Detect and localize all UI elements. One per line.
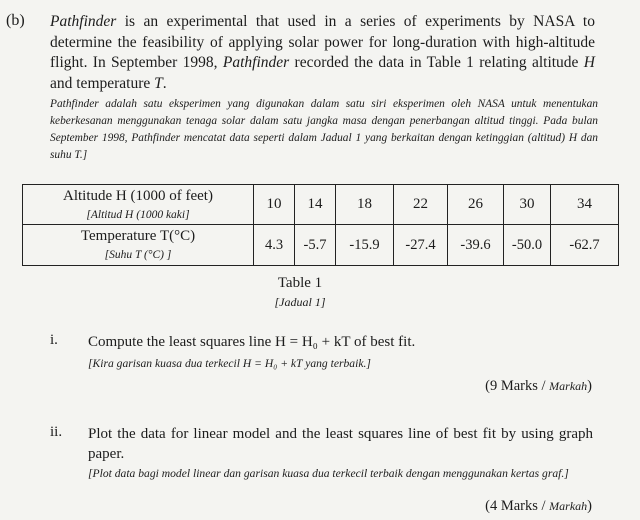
- data-table: [22, 184, 619, 266]
- temperature-value: -5.7: [295, 225, 336, 266]
- temperature-value: -50.0: [504, 225, 551, 266]
- altitude-row: [23, 185, 619, 225]
- question-1-number: i.: [50, 332, 58, 348]
- intro-text-2: recorded the data in Table 1 relating altitude: [289, 54, 584, 71]
- marks-label-malay: Markah: [549, 379, 588, 393]
- question-2-marks: [485, 498, 592, 515]
- intro-paragraph: [50, 12, 595, 94]
- question-1-malay: [Kira garisan kuasa dua terkecil H = H₀ + kT yang terbaik.]: [88, 357, 371, 370]
- table-caption-malay: [Jadual 1]: [274, 295, 326, 309]
- temperature-value: 4.3: [254, 225, 295, 266]
- intro-text-1: is an experimental that used in a series of experiments by NASA to determine the feasibility of applying solar power for long-duration with high-altitude flight. In September 1998,: [50, 13, 595, 71]
- variable-h: H: [583, 54, 595, 71]
- altitude-header: Altitude H (1000 of feet): [63, 187, 213, 204]
- temperature-header: Temperature T(°C): [80, 228, 196, 244]
- altitude-value: 34: [551, 185, 619, 225]
- question-2-number: ii.: [50, 424, 63, 440]
- part-label: (b): [6, 12, 25, 29]
- intro-malay-paragraph: Pathfinder adalah satu eksperimen yang digunakan dalam satu siri eksperimen oleh NASA untuk menentukan keberkesanan menggunakan tenaga solar dalam satu jangka masa dengan penerbangan altitud tinggi. Pada bulan September 1998, Pathfinder mencatat data seperti dalam Jadual 1 yang berkaitan dengan ketinggian (altitud) H dan suhu T.]: [50, 98, 598, 161]
- pathfinder-name: Pathfinder: [222, 54, 290, 71]
- temperature-value: -15.9: [336, 225, 394, 266]
- altitude-header-cell: [23, 185, 254, 225]
- temperature-value: -62.7: [551, 225, 619, 266]
- marks-label-malay: Markah: [549, 499, 588, 513]
- altitude-header-malay: [Altitud H (1000 kaki]: [86, 208, 190, 221]
- altitude-value: 14: [295, 185, 336, 225]
- temperature-value: -39.6: [448, 225, 504, 266]
- altitude-value: 18: [336, 185, 394, 225]
- altitude-value: 10: [254, 185, 295, 225]
- question-2-text: Plot the data for linear model and the least squares line of best fit by using graph paper.: [88, 426, 593, 462]
- table-caption-title: Table 1: [277, 275, 323, 291]
- intro-text-4: .: [162, 74, 167, 92]
- altitude-value: 22: [394, 185, 448, 225]
- marks-label: (9 Marks /: [485, 378, 550, 394]
- temperature-row: [23, 225, 619, 266]
- marks-label: (4 Marks /: [485, 498, 550, 514]
- question-1-marks: [485, 378, 592, 395]
- question-1-text: Compute the least squares line H = H₀ + kT of best fit.: [88, 334, 416, 350]
- table-caption: [200, 274, 400, 311]
- marks-close: ): [587, 498, 592, 514]
- question-2-malay: [Plot data bagi model linear dan garisan kuasa dua terkecil terbaik dengan menggunakan kertas graf.]: [88, 467, 569, 480]
- intro-text-3: and temperature: [50, 74, 155, 92]
- temperature-value: -27.4: [394, 225, 448, 266]
- variable-t: T: [154, 74, 163, 92]
- altitude-value: 26: [448, 185, 504, 225]
- temperature-header-malay: [Suhu T (°C) ]: [104, 249, 172, 261]
- pathfinder-name: Pathfinder: [50, 13, 117, 30]
- temperature-header-cell: [23, 225, 254, 266]
- marks-close: ): [587, 378, 592, 394]
- altitude-value: 30: [504, 185, 551, 225]
